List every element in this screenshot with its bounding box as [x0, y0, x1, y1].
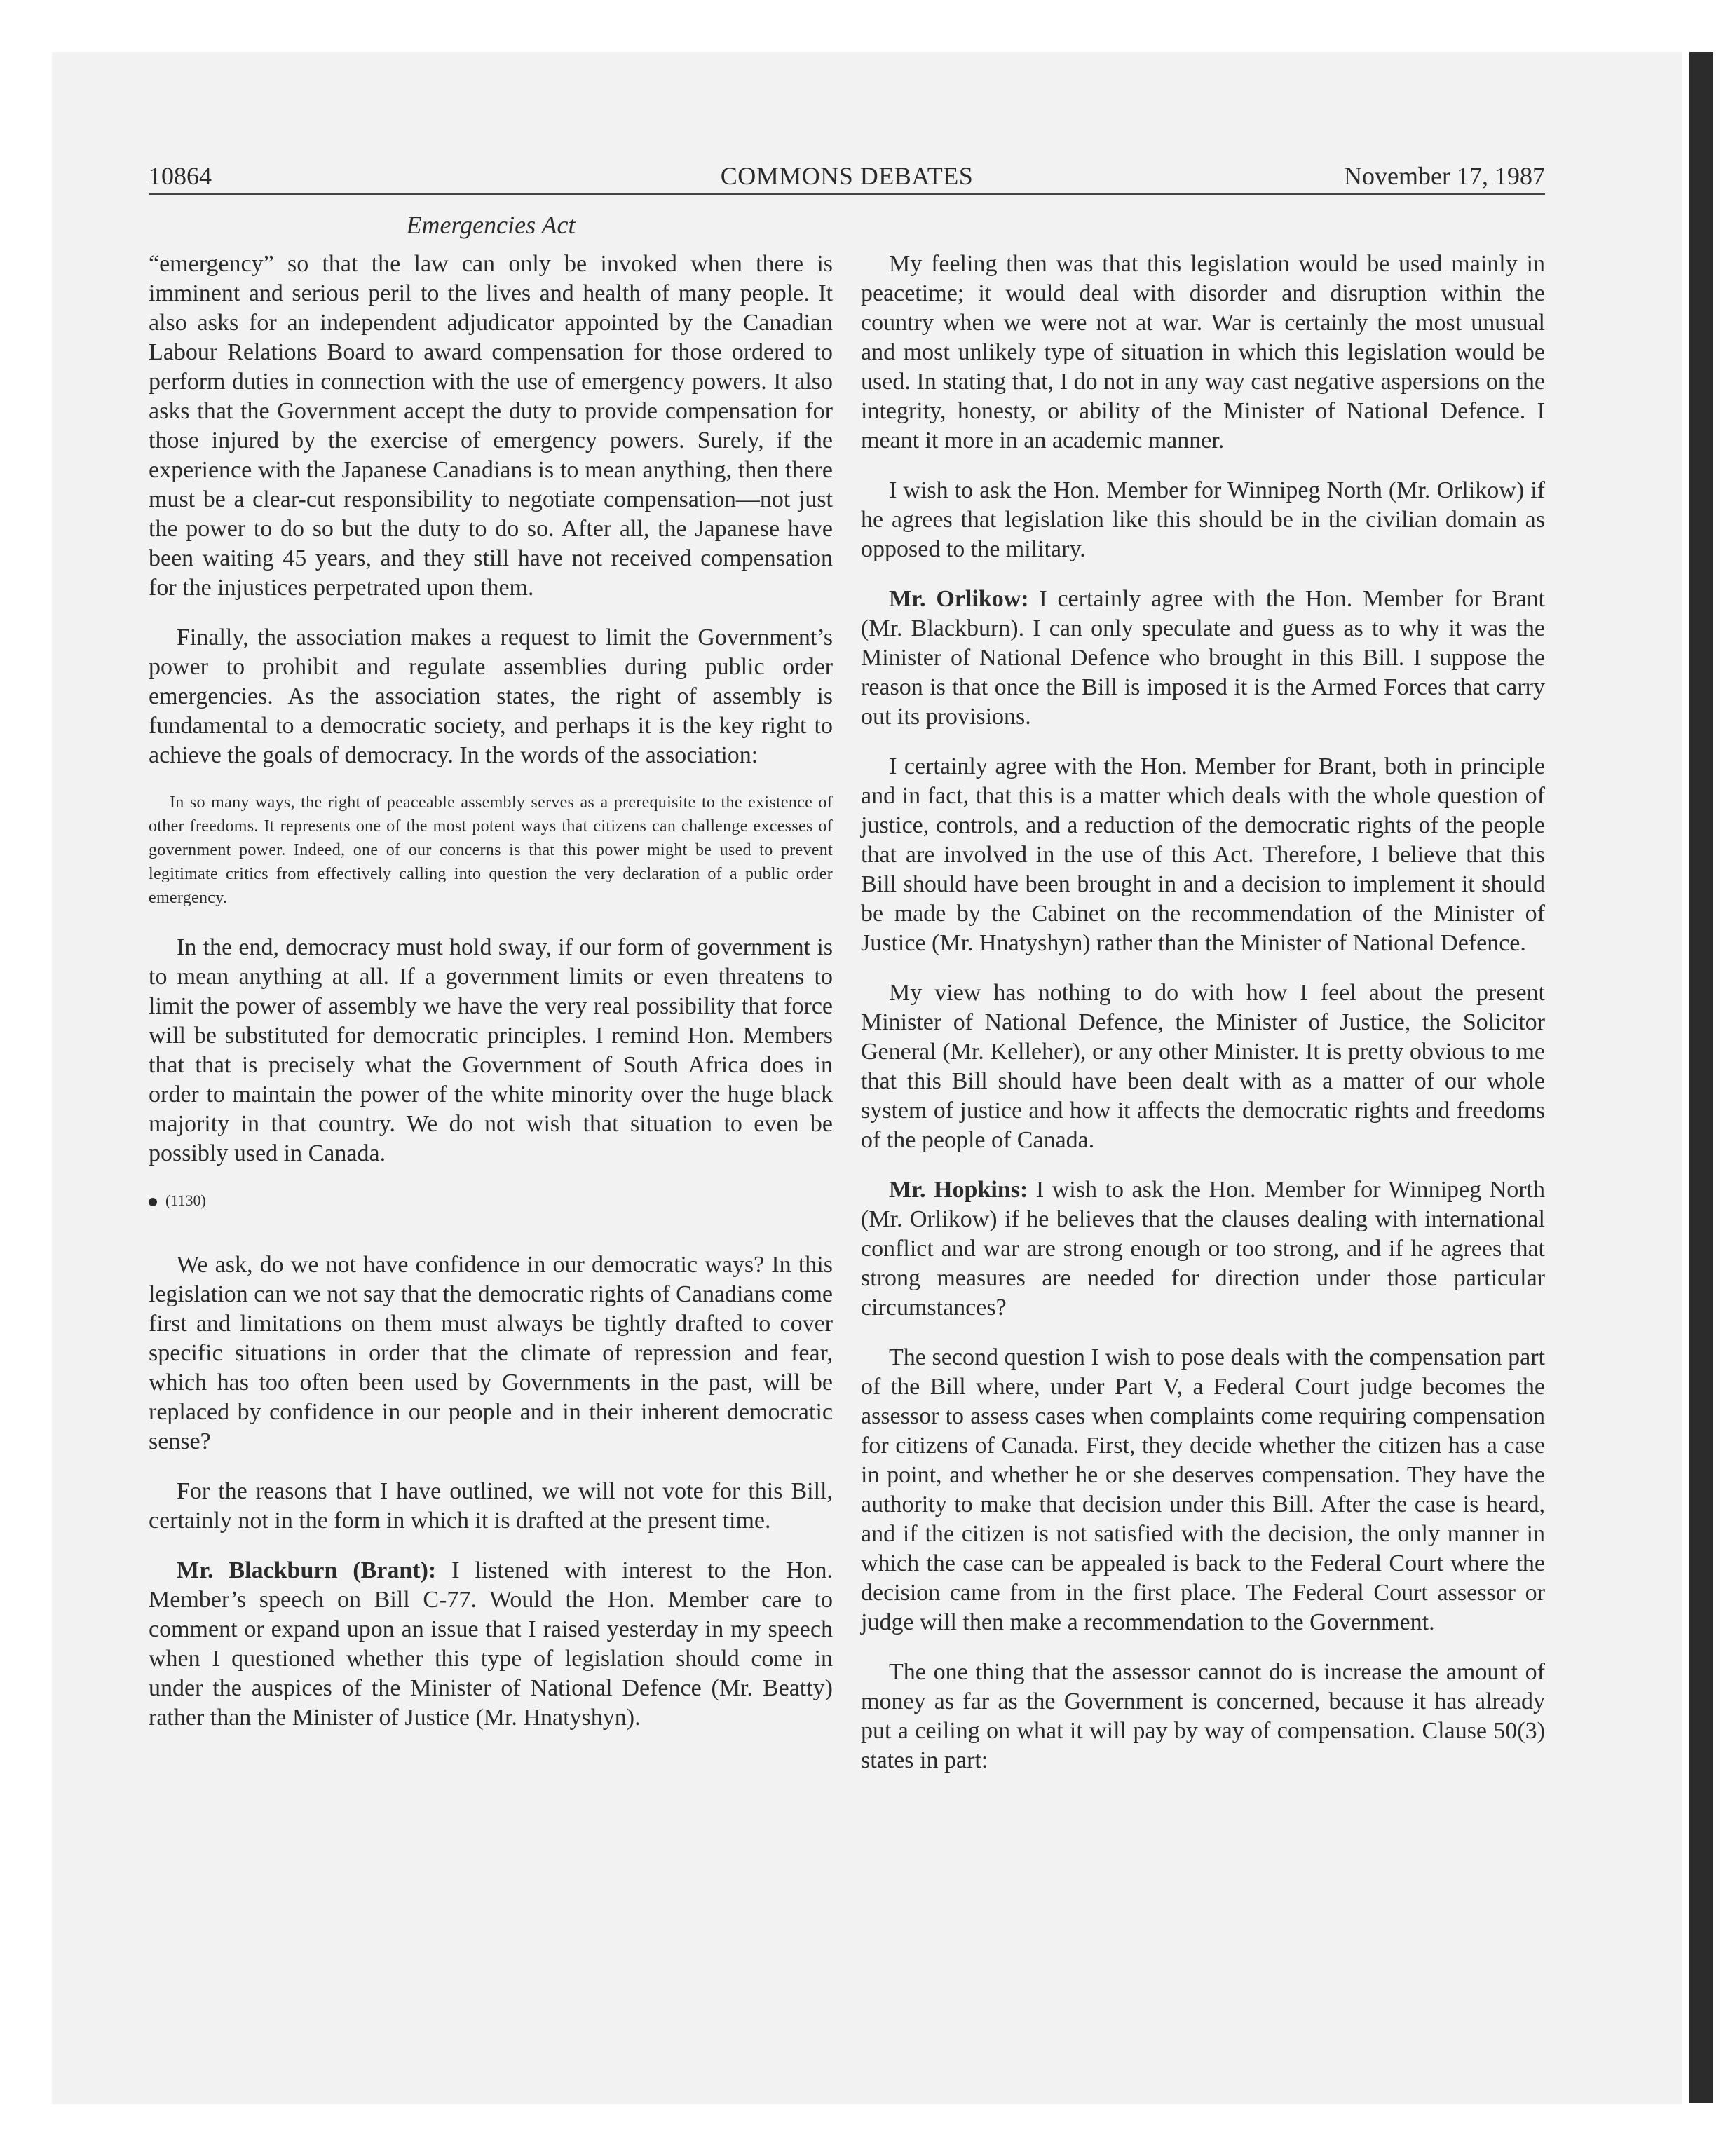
speaker-name: Mr. Blackburn (Brant):	[177, 1557, 437, 1583]
paragraph: Finally, the association makes a request to limit the Government’s power to prohibit and regulate assemblies during public order emergencies. As the association states, the right of assembly is fundamental to a democratic society, and perhaps it is the key right to achieve the goals of democracy. In the words of the association:	[149, 625, 833, 768]
paragraph: The second question I wish to pose deals with the compensation part of the Bill where, under Part V, a Federal Court judge becomes the assessor to assess cases when complaints come requiring compensation for citizens of Canada. First, they decide whether the citizen has a case in point, and whether he or she deserves compensation. They have the authority to make that decision under this Bill. After the case is heard, and if the citizen is not satisfied with the decision, the only manner in which the case can be appealed is back to the Federal Court where the decision came from in the first place. The Federal Court assessor or judge will then make a recommendation to the Government.	[861, 1344, 1545, 1635]
speech-paragraph	[861, 585, 1545, 732]
binding-edge	[1689, 52, 1713, 2103]
paragraph: “emergency” so that the law can only be invoked when there is imminent and serious peril to the lives and health of many people. It also asks for an independent adjudicator appointed by the Canadian Labour Relations Board to award compensation for those ordered to perform duties in connection with the use of emergency powers. It also asks that the Government accept the duty to provide compensation for those injured by the exercise of emergency powers. Surely, if the experience with the Japanese Canadians is to mean anything, then there must be a clear-cut responsibility to negotiate compensation—not just the power to do so but the duty to do so. After all, the Japanese have been waiting 45 years, and they still have not received compensation for the injustices perpetrated upon them.	[149, 251, 833, 601]
speech-text: I wish to ask the Hon. Member for Winnipeg North (Mr. Orlikow) if he believes that the clauses dealing with international conflict and war are strong enough or too strong, and if he agrees that strong measures are needed for direction under those particular circumstances?	[861, 1177, 1545, 1321]
left-column	[149, 250, 833, 1753]
paragraph: For the reasons that I have outlined, we will not vote for this Bill, certainly not in the form in which it is drafted at the present time.	[149, 1478, 833, 1534]
speaker-name: Mr. Hopkins:	[889, 1177, 1028, 1203]
speech-text: I listened with interest to the Hon. Member’s speech on Bill C-77. Would the Hon. Member care to comment or expand upon an issue that I raised yesterday in my speech when I questioned whether this type of legislation should come in under the auspices of the Minister of National Defence (Mr. Beatty) rather than the Minister of Justice (Mr. Hnatyshyn).	[149, 1557, 833, 1731]
paragraph: The one thing that the assessor cannot do is increase the amount of money as far as the Government is concerned, because it has already put a ceiling on what it will pay by way of compensation. Clause 50(3) states in part:	[861, 1659, 1545, 1773]
right-column	[861, 250, 1545, 1796]
speech-paragraph	[861, 1175, 1545, 1323]
speech-text: I certainly agree with the Hon. Member for Brant (Mr. Blackburn). I can only speculate and guess as to why it was the Minister of National Defence who brought in this Bill. I suppose the reason is that once the Bill is imposed it is the Armed Forces that carry out its provisions.	[861, 586, 1545, 730]
section-title: Emergencies Act	[406, 211, 576, 239]
speech-paragraph	[149, 1556, 833, 1733]
paragraph: I certainly agree with the Hon. Member for Brant, both in principle and in fact, that this is a matter which deals with the whole question of justice, controls, and a reduction of the democratic rights of the people that are involved in the use of this Act. Therefore, I believe that this Bill should have been brought in and a decision to implement it should be made by the Cabinet on the recommendation of the Minister of Justice (Mr. Hnatyshyn) rather than the Minister of National Defence.	[861, 753, 1545, 956]
block-quote: In so many ways, the right of peaceable assembly serves as a prerequisite to the existence of other freedoms. It represents one of the most potent ways that citizens can challenge excesses of government power. Indeed, one of our concerns is that this power might be used to prevent legitimate critics from effectively calling into question the very declaration of a public order emergency.	[149, 793, 833, 907]
speaker-name: Mr. Orlikow:	[889, 586, 1029, 612]
time-marker-label: (1130)	[165, 1192, 206, 1209]
publication-title: COMMONS DEBATES	[720, 162, 974, 190]
bullet-icon	[149, 1198, 157, 1206]
page-number: 10864	[149, 162, 212, 190]
time-marker	[149, 1189, 833, 1213]
paragraph: I wish to ask the Hon. Member for Winnipeg North (Mr. Orlikow) if he agrees that legislation like this should be in the civilian domain as opposed to the military.	[861, 477, 1545, 562]
paragraph: My feeling then was that this legislation would be used mainly in peacetime; it would deal with disorder and disruption within the country when we were not at war. War is certainly the most unusual and most unlikely type of situation in which this legislation would be used. In stating that, I do not in any way cast negative aspersions on the integrity, honesty, or ability of the Minister of National Defence. I meant it more in an academic manner.	[861, 251, 1545, 453]
running-header	[149, 158, 1545, 193]
header-rule	[149, 193, 1545, 195]
paragraph: In the end, democracy must hold sway, if our form of government is to mean anything at all. If a government limits or even threatens to limit the power of assembly we have the very real possibility that force will be substituted for democratic principles. I remind Hon. Members that that is precisely what the Government of South Africa does in order to maintain the power of the white minority over the huge black majority in that country. We do not wish that situation to even be possibly used in Canada.	[149, 934, 833, 1166]
paragraph: We ask, do we not have confidence in our democratic ways? In this legislation can we not say that the democratic rights of Canadians come first and limitations on them must always be tightly drafted to cover specific situations in order that the climate of repression and fear, which has too often been used by Governments in the past, will be replaced by confidence in our people and in their inherent democratic sense?	[149, 1252, 833, 1454]
publication-date: November 17, 1987	[1344, 162, 1545, 190]
paragraph: My view has nothing to do with how I feel about the present Minister of National Defence, the Minister of Justice, the Solicitor General (Mr. Kelleher), or any other Minister. It is pretty obvious to me that this Bill should have been dealt with as a matter of our whole system of justice and how it affects the democratic rights and freedoms of the people of Canada.	[861, 980, 1545, 1153]
